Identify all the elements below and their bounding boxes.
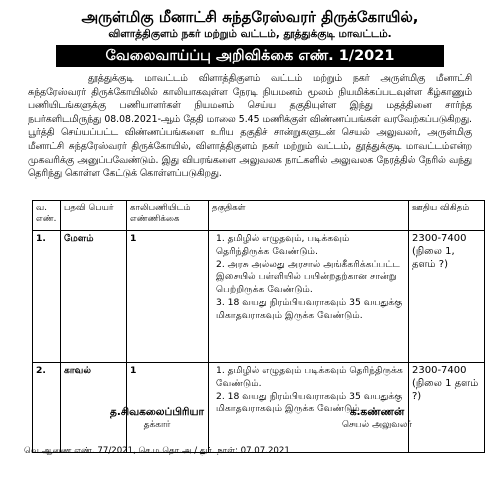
row-pay: 2300-7400 (நிலை 1, தளம் ?): [409, 231, 485, 363]
signatory-role: செயல் அலுவலர்: [341, 420, 413, 430]
qualification-item: 2. 18 வயது நிரம்பியவராகவும் 35 வயதுக்கு மிகாதவராகவும் இருக்க வேண்டும்.: [216, 390, 403, 415]
table-header-row: [33, 201, 485, 231]
signature-trustee: [72, 406, 242, 431]
row-qualifications: [209, 231, 409, 363]
signature-executive-officer: [282, 406, 472, 431]
signature-block: [24, 406, 476, 436]
qualification-item: 1. தமிழில் எழுதவும், படிக்கவும் தெரிந்திருக்க வேண்டும்.: [216, 233, 350, 257]
notice-paragraph: தூத்துக்குடி மாவட்டம் விளாத்திகுளம் வட்டம் மற்றும் நகர் அருள்மிகு மீனாட்சி சுந்தரேஸ்வரர் திருக்கோயிலில் காலியாகவுள்ள நேரடி நியமனம் மூலம் நியமிக்கப்படவுள்ள கீழ்காணும் பணியிடங்களுக்கு பணியாளர்கள் நியமனம் செய்ய தகுதியுள்ள இந்து மதத்தினை சார்ந்த நபர்களிடமிருந்து 08.08.2021-ஆம் தேதி மாலை 5.45 மணிக்குள் விண்ணப்பங்கள் வரவேற்கப்படுகிறது. பூர்த்தி செய்யப்பட்ட விண்ணப்பங்களை உரிய தகுதிச் சான்றுகளுடன் செயல் அலுவலர், அருள்மிகு மீனாட்சி சுந்தரேஸ்வரர் திருக்கோயில், விளாத்திகுளம் நகர் மற்றும் வட்டம், தூத்துக்குடி மாவட்டம்என்ற முகவரிக்கு அனுப்பவேண்டும். இது விபரங்களை அலுவலக நாட்களில் அலுவலக நேரத்தில் நேரில் வந்து தெரிந்து கொள்ள கேட்டுக் கொள்ளப்படுகிறது.: [28, 73, 472, 180]
row-sno: 2.: [33, 363, 61, 453]
header-post: பதவி பெயர்: [61, 201, 127, 231]
header-pay: ஊதிய விகிதம்: [409, 201, 485, 231]
qualification-item: 1. தமிழில் எழுதவும் படிக்கவும் தெரிந்திருக்க வேண்டும்.: [216, 365, 403, 389]
reference-footer: வெ.ஆணை எண். 77/2021, செ.ம.தொ.அ / துர். நாள்: 07.07.2021: [24, 446, 290, 456]
header-sno: வ. எண்.: [33, 201, 61, 231]
temple-title: அருள்மிகு மீனாட்சி சுந்தரேஸ்வரர் திருக்கோயில்,: [81, 8, 419, 26]
temple-address: விளாத்திகுளம் நகர் மற்றும் வட்டம், தூத்துக்குடி மாவட்டம்.: [108, 28, 392, 40]
row-vacancies: 1: [127, 363, 209, 453]
signatory-name: த.சிவகலைப்பிரியா: [110, 406, 204, 418]
row-vacancies: 1: [127, 231, 209, 363]
notice-banner: வேலைவாய்ப்பு அறிவிக்கை எண். 1/2021: [56, 45, 444, 67]
signatory-role: தக்கார்: [143, 420, 171, 430]
header-qualifications: தகுதிகள்: [209, 201, 409, 231]
signatory-name: க.கண்ணன்: [349, 406, 405, 418]
qualification-item: 2. அரசு அல்லது அரசால் அங்கீகரிக்கப்பட்ட இசையில் பள்ளியில் பயின்றதற்கான சான்று பெற்றிருக்க வேண்டும்.: [216, 258, 400, 296]
qualification-item: 3. 18 வயது நிரம்பியவராகவும் 35 வயதுக்கு மிகாதவராகவும் இருக்க வேண்டும்.: [216, 296, 403, 321]
row-pay: 2300-7400 (நிலை 1 தளம் ?): [409, 363, 485, 453]
header-vacancies: காலிபணியிடம் எண்ணிக்கை: [127, 201, 209, 231]
row-post: காவல்: [61, 363, 127, 453]
row-post: மேளம்: [61, 231, 127, 363]
row-sno: 1.: [33, 231, 61, 363]
table-row: [33, 231, 485, 363]
